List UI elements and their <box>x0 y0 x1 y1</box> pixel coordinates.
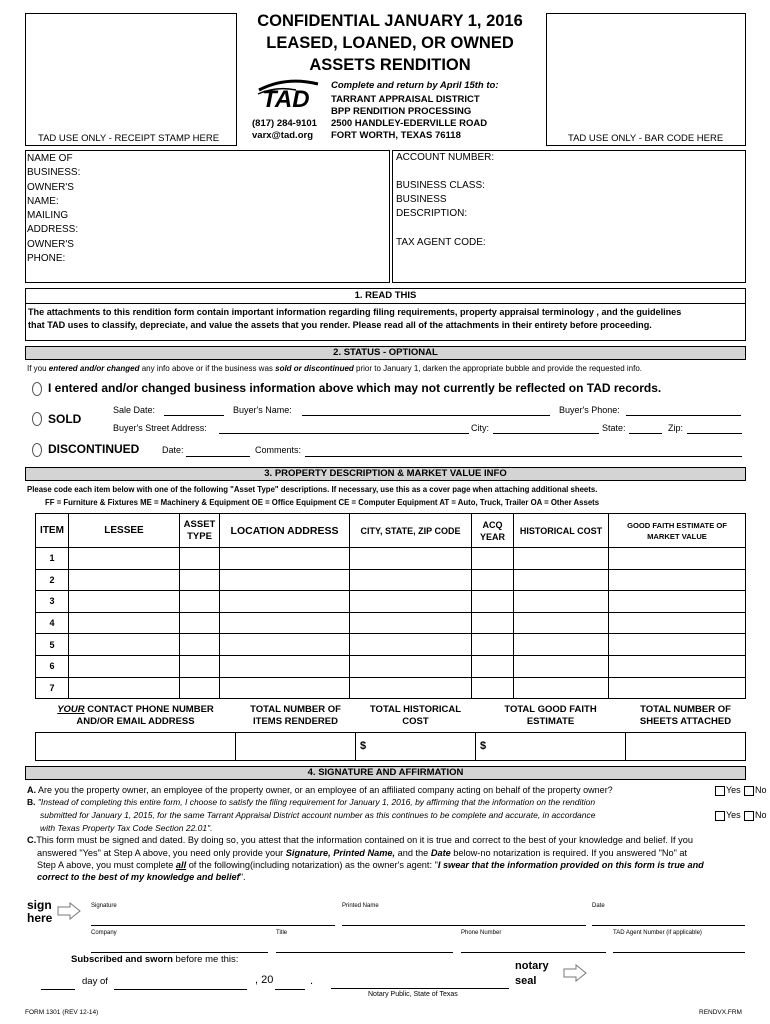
col-location-address: LOCATION ADDRESS <box>220 514 350 548</box>
option-b-line2: submitted for January 1, 2015, for the same Tarrant Appraisal District account number as this continues to be complete and accurate, in accordance <box>40 810 596 820</box>
contact-field[interactable] <box>36 732 236 760</box>
contact-your: YOUR <box>57 703 85 715</box>
label-name-of: NAME OF <box>27 153 73 164</box>
cell-location[interactable] <box>220 634 350 656</box>
year-field[interactable] <box>275 989 305 990</box>
col-city-state-zip: CITY, STATE, ZIP CODE <box>350 514 472 548</box>
gfe-header <box>476 700 626 732</box>
option-c-line1 <box>27 835 693 845</box>
receipt-stamp-label: TAD USE ONLY - RECEIPT STAMP HERE <box>38 133 220 144</box>
cell-city[interactable] <box>350 548 472 570</box>
address-line-3: 2500 HANDLEY-EDERVILLE ROAD <box>331 118 488 129</box>
c-3d: I swear that the information provided on this form is true and <box>437 860 704 870</box>
subscribed-r: before me this: <box>172 954 239 965</box>
disc-date-label: Date: <box>162 445 184 455</box>
c-2e: below-no notarization is required. If you answered "No" at <box>450 848 688 858</box>
section3-title: 3. PROPERTY DESCRIPTION & MARKET VALUE INFO <box>25 467 746 481</box>
intro-b: entered and/or changed <box>48 364 140 373</box>
col-good-faith-estimate: GOOD FAITH ESTIMATE OF MARKET VALUE <box>609 514 746 548</box>
discontinued-bubble[interactable] <box>32 443 42 457</box>
totals-table <box>35 700 746 761</box>
sale-date-label: Sale Date: <box>113 405 156 415</box>
table-row <box>36 634 746 656</box>
cell-asset-type[interactable] <box>180 569 220 591</box>
business-desc-label-1: BUSINESS <box>396 194 447 205</box>
business-desc-label-2: DESCRIPTION: <box>396 208 468 219</box>
table-header-row <box>36 514 746 548</box>
property-table <box>35 513 746 699</box>
changed-info-label: I entered and/or changed business information above which may not currently be reflected on TAD records. <box>48 381 662 395</box>
row-number: 7 <box>36 677 69 699</box>
question-a <box>27 785 613 795</box>
hist-2: COST <box>402 715 429 727</box>
c-2b: Signature, Printed Name, <box>285 848 396 858</box>
day-field[interactable] <box>41 989 75 990</box>
c-3b: all <box>175 860 187 870</box>
tad-email: varx@tad.org <box>252 130 314 141</box>
comments-field[interactable] <box>305 456 742 457</box>
notary-signature-field[interactable] <box>331 988 509 989</box>
address-line-4: FORT WORTH, TEXAS 76118 <box>331 130 461 141</box>
label-owners: OWNER'S <box>27 181 74 193</box>
cell-city[interactable] <box>350 612 472 634</box>
day-of-label: day of <box>82 976 108 987</box>
cell-location[interactable] <box>220 548 350 570</box>
total-gfe-field[interactable] <box>476 732 626 760</box>
comments-label: Comments: <box>255 445 302 455</box>
a-label: A. <box>27 785 36 795</box>
table-row <box>36 677 746 699</box>
agent-number-label: TAD Agent Number (if applicable) <box>613 930 702 936</box>
cell-asset-type[interactable] <box>180 677 220 699</box>
section2-title: 2. STATUS - OPTIONAL <box>25 346 746 360</box>
company-label: Company <box>91 930 117 936</box>
cell-lessee[interactable] <box>69 677 180 699</box>
discontinued-label: DISCONTINUED <box>48 442 140 456</box>
title-field[interactable] <box>276 952 453 953</box>
company-field[interactable] <box>91 952 268 953</box>
row-number: 3 <box>36 591 69 613</box>
buyers-phone-field[interactable] <box>626 415 741 416</box>
cell-acq-year[interactable] <box>472 655 514 677</box>
cell-historical-cost[interactable] <box>514 634 609 656</box>
here-label: here <box>27 911 53 925</box>
cell-historical-cost[interactable] <box>514 548 609 570</box>
items-header <box>236 700 356 732</box>
disc-date-field[interactable] <box>186 456 250 457</box>
cell-market-value[interactable] <box>609 612 746 634</box>
seal-label: seal <box>515 975 537 987</box>
sheets-2: SHEETS ATTACHED <box>639 715 732 727</box>
buyers-phone-label: Buyer's Phone: <box>559 405 620 415</box>
file-name: RENDVX.FRM <box>699 1009 742 1016</box>
cell-city[interactable] <box>350 655 472 677</box>
section1-divider <box>25 303 746 304</box>
asset-type-codes: FF = Furniture & Fixtures ME = Machinery & Equipment OE = Office Equipment CE = Computer Equipment AT = Auto, Truck, Trailer OA = Other Assets <box>45 498 600 507</box>
row-number: 4 <box>36 612 69 634</box>
totals-header-row <box>36 700 746 732</box>
no-checkbox[interactable] <box>744 786 754 796</box>
b-yes-checkbox[interactable] <box>715 811 725 821</box>
c-4: correct to the best of my knowledge and belief <box>37 872 240 882</box>
c-3c: of the following(including notarization) as the owner's agent: " <box>186 860 438 870</box>
label-business: BUSINESS: <box>27 167 81 179</box>
notary-seal-arrow-icon <box>563 964 587 982</box>
buyers-street-field[interactable] <box>219 433 469 434</box>
city-label: City: <box>471 423 489 433</box>
cell-lessee[interactable] <box>69 569 180 591</box>
address-line-1: TARRANT APPRAISAL DISTRICT <box>331 94 480 105</box>
phone-number-label: Phone Number <box>461 930 502 936</box>
option-c-line2 <box>37 848 687 858</box>
svg-text:TAD: TAD <box>262 86 310 110</box>
c-2d: Date <box>430 848 451 858</box>
cell-location[interactable] <box>220 612 350 634</box>
section3-intro: Please code each item below with one of the following "Asset Type" descriptions. If necessary, use this as a cover page when attaching additional sheets. <box>27 485 598 494</box>
cell-lessee[interactable] <box>69 612 180 634</box>
cell-historical-cost[interactable] <box>514 655 609 677</box>
a-text: Are you the property owner, an employee of the property owner, or an employee of an affiliated company acting on behalf of the property owner? <box>36 785 613 795</box>
table-row <box>36 569 746 591</box>
yes-label: Yes <box>726 785 741 795</box>
cell-historical-cost[interactable] <box>514 677 609 699</box>
row-number: 1 <box>36 548 69 570</box>
table-row <box>36 591 746 613</box>
buyers-name-label: Buyer's Name: <box>233 405 292 415</box>
account-number-label: ACCOUNT NUMBER: <box>396 152 495 163</box>
cell-city[interactable] <box>350 591 472 613</box>
intro-c: any info above or if the business was <box>139 364 276 373</box>
col-item: ITEM <box>36 514 69 548</box>
b-yes-label: Yes <box>726 810 741 820</box>
cell-acq-year[interactable] <box>472 569 514 591</box>
cell-asset-type[interactable] <box>180 655 220 677</box>
dollar-sign: $ <box>480 740 487 752</box>
cell-city[interactable] <box>350 634 472 656</box>
sale-date-field[interactable] <box>164 415 224 416</box>
cell-location[interactable] <box>220 591 350 613</box>
option-c-line4 <box>37 872 246 882</box>
b-1: "Instead of completing this entire form, I choose to satisfy the filing requirement for January 1, 2016, by affirming that the information on the rendition <box>35 797 596 807</box>
row-number: 6 <box>36 655 69 677</box>
hist-1: TOTAL HISTORICAL <box>369 703 462 715</box>
cell-market-value[interactable] <box>609 548 746 570</box>
notary-public-label: Notary Public, State of Texas <box>368 991 458 998</box>
cell-market-value[interactable] <box>609 569 746 591</box>
phone-number-field[interactable] <box>461 952 606 953</box>
sheets-attached-field[interactable] <box>626 732 746 760</box>
agent-number-field[interactable] <box>613 952 745 953</box>
sheets-1: TOTAL NUMBER OF <box>640 703 731 715</box>
subscribed-label <box>71 954 238 965</box>
date-field[interactable] <box>592 925 745 926</box>
cell-acq-year[interactable] <box>472 634 514 656</box>
cell-acq-year[interactable] <box>472 612 514 634</box>
cell-asset-type[interactable] <box>180 591 220 613</box>
owner-info-labels <box>27 152 80 266</box>
month-field[interactable] <box>114 989 247 990</box>
section2-intro <box>27 364 642 373</box>
col-lessee: LESSEE <box>69 514 180 548</box>
table-row <box>36 655 746 677</box>
barcode-label: TAD USE ONLY - BAR CODE HERE <box>568 133 724 144</box>
cell-market-value[interactable] <box>609 677 746 699</box>
business-class-label: BUSINESS CLASS: <box>396 180 485 191</box>
sold-bubble[interactable] <box>32 412 42 426</box>
cell-city[interactable] <box>350 569 472 591</box>
tax-agent-label: TAX AGENT CODE: <box>396 237 486 248</box>
cell-lessee[interactable] <box>69 634 180 656</box>
notary-label: notary <box>515 960 549 972</box>
form-title-line3: ASSETS RENDITION <box>309 56 471 74</box>
cell-asset-type[interactable] <box>180 548 220 570</box>
section1-title: 1. READ THIS <box>354 290 417 301</box>
cell-historical-cost[interactable] <box>514 569 609 591</box>
label-mailing: MAILING <box>27 210 69 222</box>
year-label: , 20 <box>255 974 274 986</box>
row-number: 5 <box>36 634 69 656</box>
gfe-2: ESTIMATE <box>526 715 575 727</box>
col-historical-cost: HISTORICAL COST <box>514 514 609 548</box>
c-2c: and the <box>395 848 431 858</box>
printed-name-field[interactable] <box>342 925 586 926</box>
cell-market-value[interactable] <box>609 591 746 613</box>
changed-info-bubble[interactable] <box>32 382 42 396</box>
intro-d: sold or discontinued <box>275 364 354 373</box>
c-4e: ". <box>239 872 246 882</box>
total-hist-cost-field[interactable] <box>356 732 476 760</box>
section1-text-2: that TAD uses to classify, depreciate, and value the assets that you render. Please read all of the attachments in their entirety before proceeding. <box>28 320 652 330</box>
c-3a: Step A above, you must complete <box>37 860 176 870</box>
row-number: 2 <box>36 569 69 591</box>
dollar-sign: $ <box>360 740 367 752</box>
b-label: B. <box>27 797 36 807</box>
no-label: No <box>755 785 767 795</box>
contact-header <box>36 700 236 732</box>
label-phone: PHONE: <box>27 253 66 265</box>
buyers-name-field[interactable] <box>302 415 550 416</box>
b-no-checkbox[interactable] <box>744 811 754 821</box>
section1-text-1: The attachments to this rendition form contain important information regarding filing requirements, property appraisal terminology , and the guidelines <box>28 307 682 317</box>
form-title-line1: CONFIDENTIAL JANUARY 1, 2016 <box>257 12 523 30</box>
cell-historical-cost[interactable] <box>514 612 609 634</box>
hist-header <box>356 700 476 732</box>
cell-city[interactable] <box>350 677 472 699</box>
cell-acq-year[interactable] <box>472 591 514 613</box>
cell-asset-type[interactable] <box>180 634 220 656</box>
sign-here-arrow-icon <box>57 902 81 920</box>
sign-label: sign <box>27 898 52 912</box>
buyers-street-label: Buyer's Street Address: <box>113 423 207 433</box>
tad-phone: (817) 284-9101 <box>252 118 317 129</box>
tad-logo <box>256 78 322 110</box>
period: . <box>310 975 314 987</box>
cell-location[interactable] <box>220 655 350 677</box>
label-name: NAME: <box>27 195 59 207</box>
barcode-box <box>546 13 746 146</box>
signature-label: Signature <box>91 903 117 909</box>
table-row <box>36 548 746 570</box>
contact-line2: AND/OR EMAIL ADDRESS <box>76 715 195 727</box>
state-field[interactable] <box>629 433 662 434</box>
c-2a: answered "Yes" at Step A above, you need only provide your <box>37 848 286 858</box>
items-rendered-field[interactable] <box>236 732 356 760</box>
form-number: FORM 1301 (REV 12-14) <box>25 1009 99 1016</box>
date-label: Date <box>592 903 605 909</box>
col-acq-year: ACQ YEAR <box>472 514 514 548</box>
cell-location[interactable] <box>220 569 350 591</box>
receipt-stamp-box <box>25 13 237 146</box>
sold-label: SOLD <box>48 412 82 426</box>
col-asset-type: ASSET TYPE <box>180 514 220 548</box>
c-label: C. <box>27 835 37 845</box>
city-field[interactable] <box>493 433 599 434</box>
contact-rest: CONTACT PHONE NUMBER <box>84 703 214 715</box>
cell-acq-year[interactable] <box>472 548 514 570</box>
cell-historical-cost[interactable] <box>514 591 609 613</box>
label-owners-2: OWNER'S <box>27 238 74 250</box>
form-title-line2: LEASED, LOANED, OR OWNED <box>266 34 514 52</box>
intro-e: prior to January 1, darken the appropriate bubble and provide the requested info. <box>353 364 642 373</box>
items-1: TOTAL NUMBER OF <box>250 703 341 715</box>
cell-lessee[interactable] <box>69 655 180 677</box>
state-label: State: <box>602 423 626 433</box>
b-no-label: No <box>755 810 767 820</box>
cell-asset-type[interactable] <box>180 612 220 634</box>
signature-field[interactable] <box>91 925 335 926</box>
address-line-2: BPP RENDITION PROCESSING <box>331 106 472 117</box>
table-row <box>36 612 746 634</box>
sheets-header <box>626 700 746 732</box>
cell-market-value[interactable] <box>609 634 746 656</box>
totals-value-row <box>36 732 746 760</box>
zip-label: Zip: <box>668 423 684 433</box>
yes-checkbox[interactable] <box>715 786 725 796</box>
return-instructions: Complete and return by April 15th to: <box>331 80 499 91</box>
option-c-line3 <box>37 860 704 870</box>
cell-lessee[interactable] <box>69 591 180 613</box>
zip-field[interactable] <box>687 433 742 434</box>
cell-market-value[interactable] <box>609 655 746 677</box>
section4-title: 4. SIGNATURE AND AFFIRMATION <box>25 766 746 780</box>
intro-a: If you <box>27 364 49 373</box>
cell-location[interactable] <box>220 677 350 699</box>
gfe-1: TOTAL GOOD FAITH <box>504 703 597 715</box>
title-label: Title <box>276 930 288 936</box>
label-address: ADDRESS: <box>27 224 79 236</box>
cell-lessee[interactable] <box>69 548 180 570</box>
option-b-line1 <box>27 797 595 807</box>
subscribed-b: Subscribed and sworn <box>71 954 173 965</box>
option-b-line3: with Texas Property Tax Code Section 22.01". <box>40 823 213 833</box>
printed-name-label: Printed Name <box>342 903 379 909</box>
c-1: This form must be signed and dated. By doing so, you attest that the information contained on it is true and correct to the best of your knowledge and belief. If you <box>36 835 693 845</box>
items-2: ITEMS RENDERED <box>253 715 338 727</box>
cell-acq-year[interactable] <box>472 677 514 699</box>
